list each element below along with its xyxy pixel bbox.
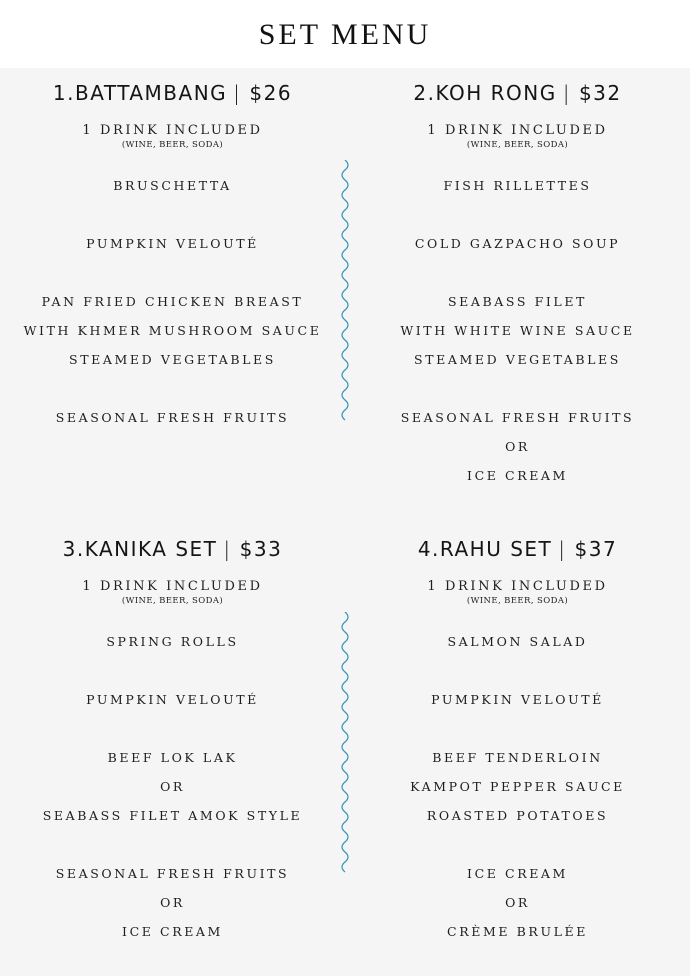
- set-header: [345, 534, 690, 564]
- course-list: [345, 171, 690, 490]
- course: [0, 171, 345, 200]
- course-line: BEEF LOK LAK: [107, 750, 238, 765]
- course: [0, 287, 345, 374]
- price-separator: |: [233, 81, 242, 105]
- drink-included: 1 DRINK INCLUDED: [82, 579, 263, 594]
- course: [345, 685, 690, 714]
- course-line: ICE CREAM: [467, 866, 568, 881]
- set-name: 3.KANIKA SET: [62, 537, 218, 561]
- drink-options: (WINE, BEER, SODA): [466, 596, 569, 606]
- set-name: 1.BATTAMBANG: [52, 81, 228, 105]
- course-line: STEAMED VEGETABLES: [414, 352, 621, 367]
- course-line: SEABASS FILET AMOK STYLE: [42, 808, 303, 823]
- course-line: SPRING ROLLS: [106, 634, 239, 649]
- course-list: [0, 627, 345, 946]
- drink-included: 1 DRINK INCLUDED: [82, 123, 263, 138]
- wave-line: [342, 612, 348, 872]
- course-line: SEASONAL FRESH FRUITS: [55, 866, 290, 881]
- course-line: WITH WHITE WINE SAUCE: [400, 323, 635, 338]
- set-kanika: [0, 534, 345, 975]
- course-line: BRUSCHETTA: [113, 178, 232, 193]
- course: [345, 287, 690, 374]
- course: [0, 403, 345, 432]
- course: [345, 743, 690, 830]
- course: [345, 229, 690, 258]
- course-line: PUMPKIN VELOUTÉ: [431, 692, 604, 707]
- set-price: $33: [239, 537, 283, 561]
- course-line: SEASONAL FRESH FRUITS: [400, 410, 635, 425]
- course-line: PUMPKIN VELOUTÉ: [86, 236, 259, 251]
- set-rahu: [345, 534, 690, 975]
- course: [0, 743, 345, 830]
- set-price: $26: [249, 81, 293, 105]
- course: [0, 685, 345, 714]
- set-koh-rong: [345, 78, 690, 519]
- course-line: SEASONAL FRESH FRUITS: [55, 410, 290, 425]
- course-line: OR: [505, 895, 530, 910]
- course-line: FISH RILLETTES: [443, 178, 592, 193]
- course-line: OR: [160, 779, 185, 794]
- course-line: KAMPOT PEPPER SAUCE: [410, 779, 625, 794]
- set-name: 2.KOH RONG: [413, 81, 557, 105]
- course: [0, 627, 345, 656]
- course-line: ROASTED POTATOES: [426, 808, 609, 823]
- course-line: COLD GAZPACHO SOUP: [414, 236, 621, 251]
- course: [345, 859, 690, 946]
- course: [0, 859, 345, 946]
- drink-included: 1 DRINK INCLUDED: [427, 579, 608, 594]
- drink-options: (WINE, BEER, SODA): [121, 140, 224, 150]
- course: [345, 171, 690, 200]
- course-line: WITH KHMER MUSHROOM SAUCE: [23, 323, 322, 338]
- set-name: 4.RAHU SET: [417, 537, 553, 561]
- set-header: [345, 78, 690, 108]
- drink-included: 1 DRINK INCLUDED: [427, 123, 608, 138]
- set-header: [0, 78, 345, 108]
- course: [345, 403, 690, 490]
- course: [0, 229, 345, 258]
- course-line: STEAMED VEGETABLES: [69, 352, 276, 367]
- price-separator: |: [562, 81, 571, 105]
- set-price: $37: [574, 537, 618, 561]
- price-separator: |: [558, 537, 567, 561]
- course: [345, 627, 690, 656]
- set-price: $32: [578, 81, 622, 105]
- course-list: [345, 627, 690, 946]
- set-battambang: [0, 78, 345, 461]
- wavy-divider-top: [338, 160, 352, 428]
- course-line: PUMPKIN VELOUTÉ: [86, 692, 259, 707]
- price-separator: |: [223, 537, 232, 561]
- drink-options: (WINE, BEER, SODA): [466, 140, 569, 150]
- course-line: SALMON SALAD: [447, 634, 588, 649]
- course-line: BEEF TENDERLOIN: [432, 750, 603, 765]
- course-line: CRÈME BRULÉE: [447, 924, 588, 939]
- course-line: OR: [505, 439, 530, 454]
- course-line: OR: [160, 895, 185, 910]
- wavy-divider-bottom: [338, 612, 352, 880]
- course-line: ICE CREAM: [122, 924, 223, 939]
- wave-line: [342, 160, 348, 420]
- drink-options: (WINE, BEER, SODA): [121, 596, 224, 606]
- course-line: PAN FRIED CHICKEN BREAST: [41, 294, 304, 309]
- set-header: [0, 534, 345, 564]
- course-line: SEABASS FILET: [448, 294, 587, 309]
- page-title: SET MENU: [258, 18, 432, 51]
- course-line: ICE CREAM: [467, 468, 568, 483]
- course-list: [0, 171, 345, 432]
